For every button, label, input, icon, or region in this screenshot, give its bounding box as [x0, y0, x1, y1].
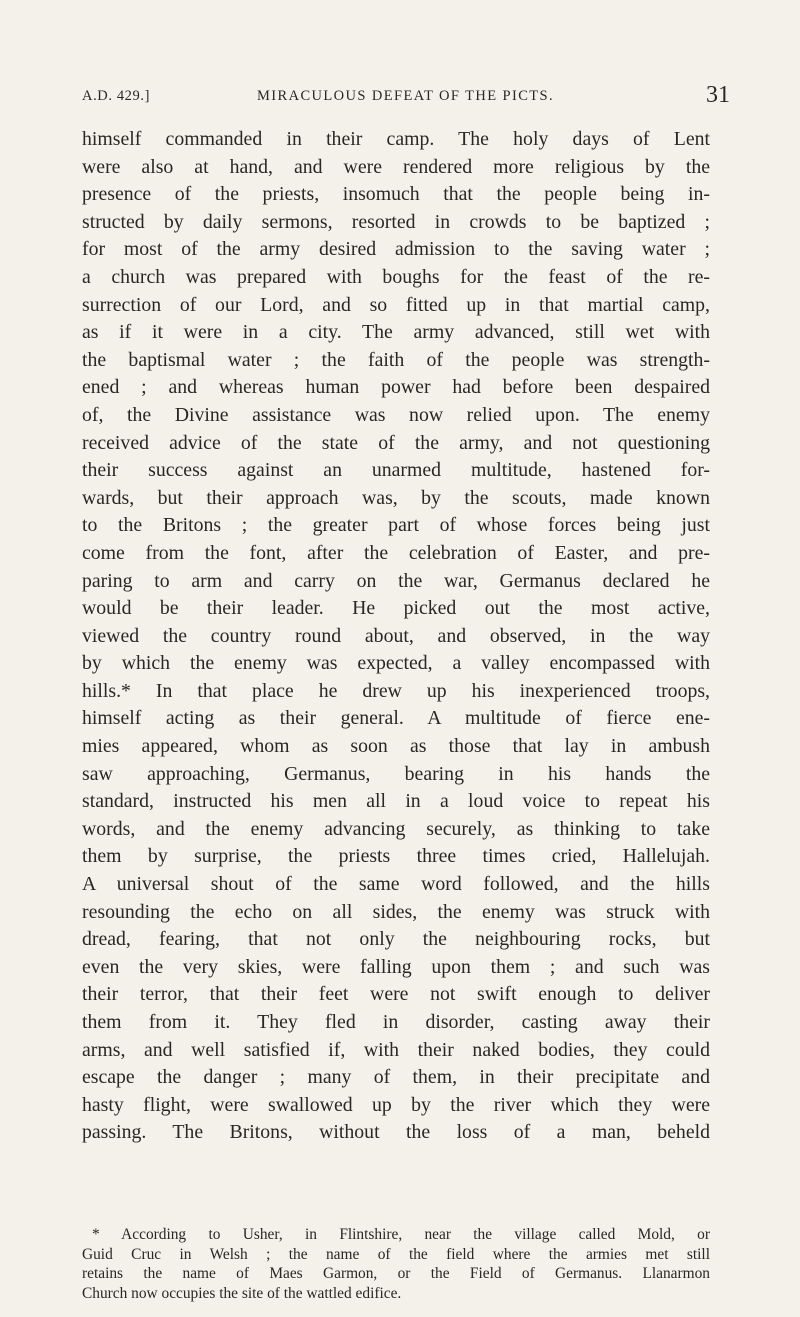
text-line: paring to arm and carry on the war, Germanus declared he	[82, 569, 710, 592]
page-number: 31	[706, 82, 730, 108]
running-head-date: A.D. 429.]	[82, 88, 151, 104]
text-line: viewed the country round about, and observed, in the way	[82, 624, 710, 647]
footnote-line: * According to Usher, in Flintshire, near the village called Mold, or	[92, 1226, 710, 1243]
text-line: come from the font, after the celebration of Easter, and pre-	[82, 541, 710, 564]
text-line: standard, instructed his men all in a loud voice to repeat his	[82, 790, 710, 813]
text-line: were also at hand, and were rendered more religious by the	[82, 155, 710, 178]
text-line: for most of the army desired admission to the saving water ;	[82, 238, 710, 261]
text-line: wards, but their approach was, by the scouts, made known	[82, 486, 710, 509]
text-line: to the Britons ; the greater part of whose forces being just	[82, 514, 710, 537]
text-line: received advice of the state of the army, and not questioning	[82, 431, 710, 454]
text-line: words, and the enemy advancing securely, as thinking to take	[82, 817, 710, 840]
text-line: ened ; and whereas human power had before been despaired	[82, 376, 710, 399]
footnote-line: Church now occupies the site of the wattled edifice.	[82, 1284, 402, 1302]
footnote-line: retains the name of Maes Garmon, or the Field of Germanus. Llanarmon	[82, 1265, 710, 1282]
text-line: mies appeared, whom as soon as those that lay in ambush	[82, 735, 710, 758]
footnote-line: Guid Cruc in Welsh ; the name of the field where the armies met still	[82, 1245, 710, 1263]
text-line: presence of the priests, insomuch that the people being in-	[82, 183, 710, 206]
text-line: himself acting as their general. A multitude of fierce ene-	[82, 707, 710, 730]
text-line: even the very skies, were falling upon them ; and such was	[82, 955, 710, 978]
text-line: by which the enemy was expected, a valley encompassed with	[82, 652, 710, 675]
text-line: escape the danger ; many of them, in their precipitate and	[82, 1066, 710, 1089]
text-line: passing. The Britons, without the loss of a man, beheld	[82, 1121, 710, 1144]
text-line: dread, fearing, that not only the neighbouring rocks, but	[82, 928, 710, 951]
text-line: them by surprise, the priests three times cried, Hallelujah.	[82, 845, 710, 868]
text-line: structed by daily sermons, resorted in crowds to be baptized ;	[82, 210, 710, 233]
text-line: their success against an unarmed multitude, hastened for-	[82, 459, 710, 482]
footnote	[82, 1225, 722, 1303]
text-line: them from it. They fled in disorder, casting away their	[82, 1011, 710, 1033]
text-line: of, the Divine assistance was now relied upon. The enemy	[82, 403, 710, 426]
text-line: a church was prepared with boughs for the feast of the re-	[82, 265, 710, 288]
text-line: himself commanded in their camp. The holy days of Lent	[82, 128, 710, 150]
text-line: hills.* In that place he drew up his inexperienced troops,	[82, 679, 710, 702]
text-line: A universal shout of the same word followed, and the hills	[82, 873, 710, 896]
running-head-title: MIRACULOUS DEFEAT OF THE PICTS.	[257, 88, 555, 104]
text-line: hasty flight, were swallowed up by the river which they were	[82, 1093, 710, 1116]
text-line: arms, and well satisfied if, with their naked bodies, they could	[82, 1038, 710, 1061]
text-line: as if it were in a city. The army advanced, still wet with	[82, 321, 710, 344]
text-line: surrection of our Lord, and so fitted up in that martial camp,	[82, 293, 710, 316]
text-line: resounding the echo on all sides, the enemy was struck with	[82, 900, 710, 923]
body-text	[82, 126, 798, 1147]
text-line: the baptismal water ; the faith of the people was strength-	[82, 348, 710, 371]
text-line: their terror, that their feet were not swift enough to deliver	[82, 983, 710, 1006]
text-line: saw approaching, Germanus, bearing in his hands the	[82, 762, 710, 785]
text-line: would be their leader. He picked out the most active,	[82, 597, 710, 620]
running-head	[82, 82, 730, 108]
